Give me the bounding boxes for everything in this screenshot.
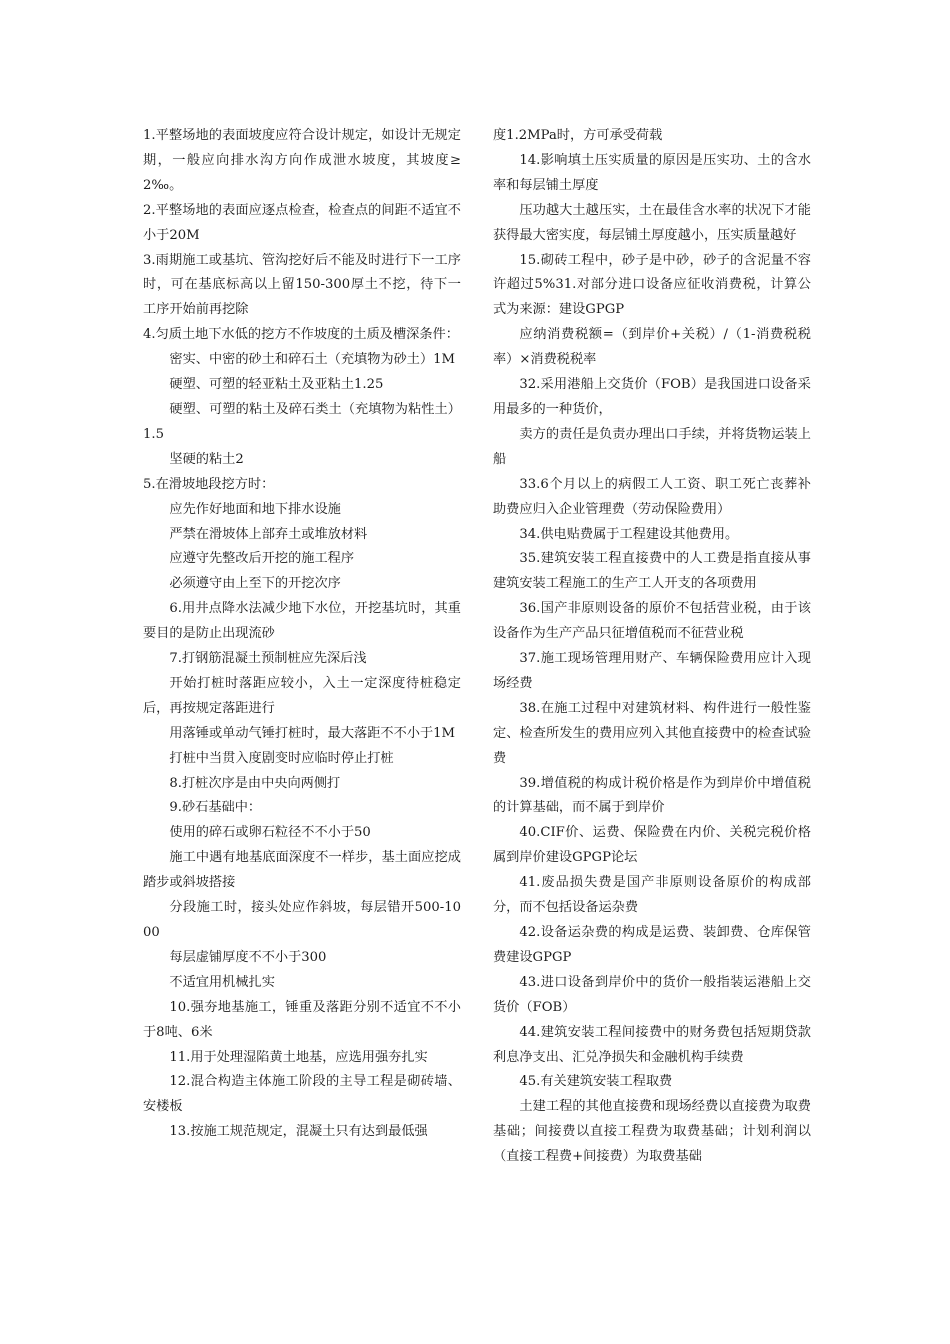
paragraph: 35.建筑安装工程直接费中的人工费是指直接从事建筑安装工程施工的生产工人开支的各项费用 [493,551,811,592]
left-text-column [143,124,461,1145]
paragraph: 13.按施工规范规定，混凝土只有达到最低强 [169,1124,428,1140]
paragraph: 39.增值税的构成计税价格是作为到岸价中增值税的计算基础，而不属于到岸价 [493,775,811,816]
paragraph: 5.在滑坡地段挖方时： [143,476,275,492]
paragraph: 压功越大土越压实，土在最佳含水率的状况下才能获得最大密实度，每层铺土厚度越小，压实质量越好 [493,202,811,243]
paragraph: 40.CIF价、运费、保险费在内价、关税完税价格属到岸价建设GPGP论坛 [493,825,811,866]
paragraph: 坚硬的粘土2 [169,451,244,467]
paragraph: 15.砌砖工程中，砂子是中砂，砂子的含泥量不容许超过5%31.对部分进口设备应征收消费税，计算公式为来源：建设GPGP [493,252,811,318]
paragraph: 34.供电贴费属于工程建设其他费用。 [519,526,739,542]
paragraph: 硬塑、可塑的轻亚粘土及亚粘土1.25 [169,377,384,393]
paragraph: 土建工程的其他直接费和现场经费以直接费为取费基础；间接费以直接工程费为取费基础；计划利润以（直接工程费+间接费）为取费基础 [493,1099,811,1165]
paragraph: 43.进口设备到岸价中的货价一般指装运港船上交货价（FOB） [493,974,811,1015]
paragraph: 33.6个月以上的病假工人工资、职工死亡丧葬补助费应归入企业管理费（劳动保险费用） [493,476,811,517]
paragraph: 打桩中当贯入度剧变时应临时停止打桩 [169,750,394,766]
right-text-column [493,124,811,1170]
paragraph: 38.在施工过程中对建筑材料、构件进行一般性鉴定、检查所发生的费用应列入其他直接费中的检查试验费 [493,700,811,766]
paragraph: 32.采用港船上交货价（FOB）是我国进口设备采用最多的一种货价， [493,377,811,417]
paragraph: 应纳消费税额=（到岸价+关税）/（1-消费税税率）×消费税税率 [493,327,811,368]
paragraph: 分段施工时，接头处应作斜坡，每层错开500-1000 [143,900,461,940]
paragraph: 应先作好地面和地下排水设施 [169,501,341,517]
paragraph: 应遵守先整改后开挖的施工程序 [169,551,355,567]
paragraph: 不适宜用机械扎实 [169,974,275,990]
paragraph: 9.砂石基础中： [169,800,262,816]
paragraph: 41.废品损失费是国产非原则设备原价的构成部分，而不包括设备运杂费 [493,875,811,916]
paragraph: 7.打钢筋混凝土预制桩应先深后浅 [169,651,367,667]
paragraph: 开始打桩时落距应较小，入土一定深度待桩稳定后，再按规定落距进行 [143,675,461,716]
paragraph: 施工中遇有地基底面深度不一样步，基土面应挖成踏步或斜坡搭接 [143,850,461,891]
paragraph: 硬塑、可塑的粘土及碎石类土（充填物为粘性土）1.5 [143,401,461,442]
paragraph: 每层虚铺厚度不不小于300 [169,949,327,965]
paragraph: 2.平整场地的表面应逐点检查，检查点的间距不适宜不小于20M [143,202,461,243]
paragraph: 用落锤或单动气锤打桩时，最大落距不不小于1M [169,725,456,741]
paragraph: 10.强夯地基施工，锤重及落距分别不适宜不不小于8吨、6米 [143,999,461,1040]
paragraph: 6.用井点降水法减少地下水位，开挖基坑时，其重要目的是防止出现流砂 [143,601,461,642]
paragraph: 密实、中密的砂土和碎石土（充填物为砂土）1M [169,352,456,368]
paragraph: 37.施工现场管理用财产、车辆保险费用应计入现场经费 [493,651,811,691]
paragraph: 42.设备运杂费的构成是运费、装卸费、仓库保管费建设GPGP [493,925,811,965]
paragraph: 45.有关建筑安装工程取费 [519,1074,673,1090]
paragraph: 使用的碎石或卵石粒径不不小于50 [169,825,371,841]
paragraph: 3.雨期施工或基坑、管沟挖好后不能及时进行下一工序时，可在基底标高以上留150-300厚土不挖，待下一工序开始前再挖除 [143,252,461,318]
paragraph: 8.打桩次序是由中央向两侧打 [169,775,341,791]
paragraph: 4.匀质土地下水低的挖方不作坡度的土质及槽深条件： [143,327,459,343]
paragraph: 必须遵守由上至下的开挖次序 [169,576,341,592]
paragraph: 36.国产非原则设备的原价不包括营业税，由于该设备作为生产产品只征增值税而不征营业税 [493,601,811,642]
paragraph: 14.影响填土压实质量的原因是压实功、土的含水率和每层铺土厚度 [493,152,811,193]
paragraph: 11.用于处理湿陷黄土地基，应选用强夯扎实 [169,1049,428,1065]
paragraph: 度1.2MPa时，方可承受荷载 [493,128,663,143]
paragraph: 严禁在滑坡体上部弃土或堆放材料 [169,526,368,542]
paragraph: 1.平整场地的表面坡度应符合设计规定，如设计无规定期，一般应向排水沟方向作成泄水坡度，其坡度≥2‰。 [143,128,461,193]
paragraph: 44.建筑安装工程间接费中的财务费包括短期贷款利息净支出、汇兑净损失和金融机构手续费 [493,1024,811,1065]
paragraph: 12.混合构造主体施工阶段的主导工程是砌砖墙、安楼板 [143,1074,461,1115]
paragraph: 卖方的责任是负责办理出口手续，并将货物运装上船 [493,426,811,467]
